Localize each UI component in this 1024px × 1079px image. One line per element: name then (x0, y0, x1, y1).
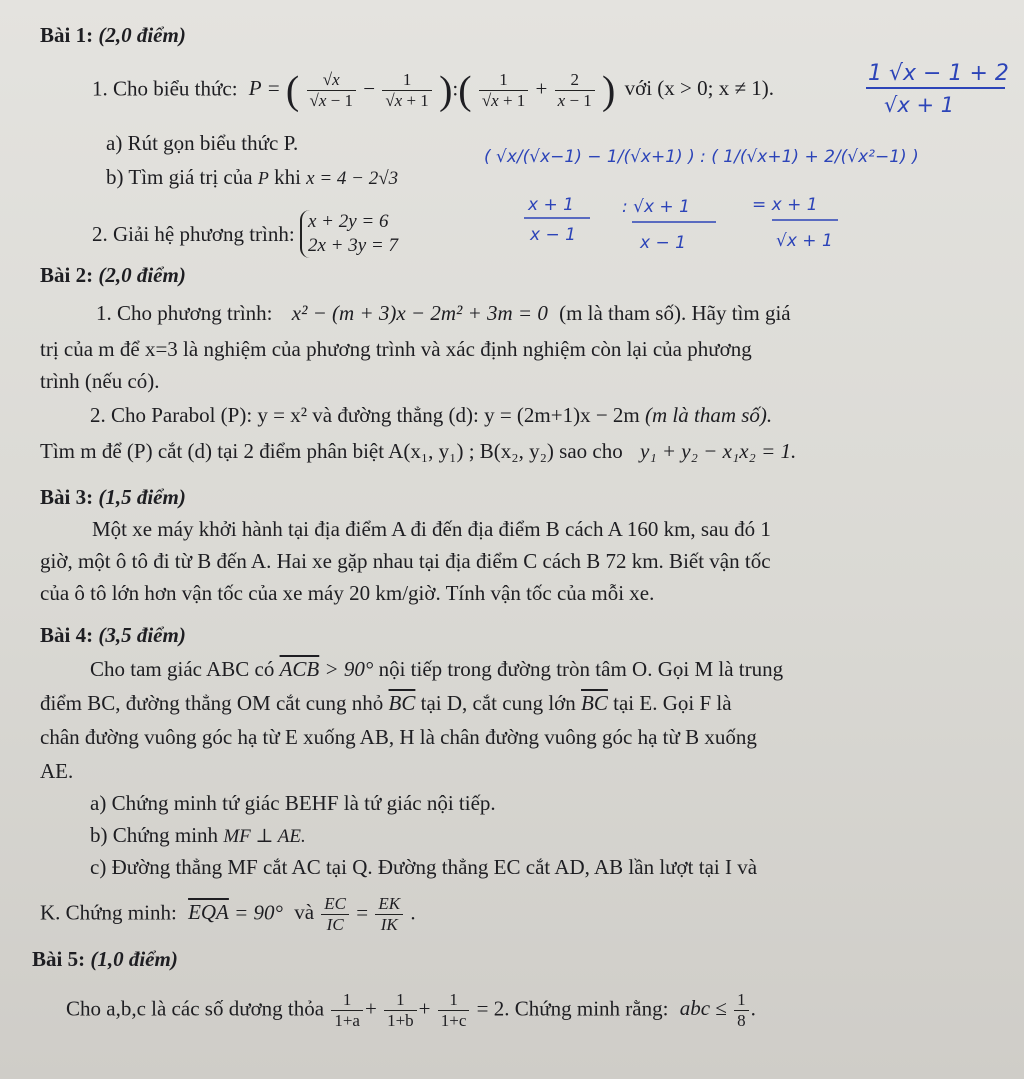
bai5-line: Cho a,b,c là các số dương thỏa $\frac{1}{1+a}$ + $\frac{1}{1+b}$ + $\frac{1}{1+c}$ = 2. Chứng minh rằng: abc ≤ $\frac{1}{8}$ . (66, 990, 756, 1030)
bai4-line2b: tại D, cắt cung lớn (420, 691, 576, 715)
frac-1-over-sqrtx-plus-1-b: $\frac{1}{√x + 1}$ (479, 70, 528, 111)
hw-note-8: = x + 1 (752, 195, 818, 215)
bai5-prove: . Chứng minh rằng: (504, 996, 669, 1021)
angle-eqa-value: = 90° (234, 900, 283, 925)
frac-ec: EC (321, 894, 349, 915)
frac-1c-den: 1+c (440, 1011, 467, 1030)
paren-right: ) (439, 67, 453, 113)
bai4-line3: chân đường vuông góc hạ từ E xuống AB, H là chân đường vuông góc hạ từ B xuống (40, 725, 757, 749)
bai2-q1-rest: (m là tham số). Hãy tìm giá (559, 301, 791, 325)
frac-ic: IC (326, 915, 344, 934)
hw-note-9: √x + 1 (776, 231, 833, 251)
bai3-points: (1,5 điểm) (98, 485, 186, 509)
system-eq2: 2x + 3y = 7 (307, 235, 398, 256)
p-expression: P = (248, 76, 281, 101)
bai4-part-c-line2: K. Chứng minh: $\overline{EQA} = 90^\circ$ và $\frac{EC}{IC}$ = $\frac{EK}{IK}$ . (40, 894, 416, 934)
arc-bc-large: $\overline{BC}$ (581, 691, 608, 715)
bai5-eq2: = 2 (476, 996, 505, 1021)
frac-1a-den: 1+a (334, 1011, 360, 1030)
frac-8-den: 8 (737, 1011, 746, 1030)
bai1-q1a: a) Rút gọn biểu thức P. (106, 131, 299, 155)
hw-note-2: √x + 1 (884, 93, 955, 117)
bai1-q1b-khi: khi (274, 165, 301, 189)
bai1-points: (2,0 điểm) (98, 23, 186, 47)
frac-1b-den: 1+b (387, 1011, 414, 1030)
bai2-q1-line2: trị của m để x=3 là nghiệm của phương trình và xác định nghiệm còn lại của phương (40, 337, 752, 361)
bai2-points: (2,0 điểm) (98, 263, 186, 287)
bai3-line3: của ô tô lớn hơn vận tốc của xe máy 20 km/giờ. Tính vận tốc của mỗi xe. (40, 581, 655, 605)
bai4-part-b-text: b) Chứng minh (90, 823, 219, 847)
frac-1a-num: 1 (331, 990, 363, 1011)
bai1-q1: 1. Cho biểu thức: P = ( $\frac{√x}{√x - 1}$ − $\frac{1}{√x + 1}$ ):( $\frac{1}{√x + 1}$ + $\frac{2}{x - 1}$ ) với (x > 0; x ≠ 1). (92, 67, 774, 113)
paren-left-2: ( (458, 67, 472, 113)
bai4-points: (3,5 điểm) (98, 623, 186, 647)
bai5-points: (1,0 điểm) (90, 947, 178, 971)
hw-note-1: 1 √x − 1 + 2 (868, 61, 1009, 86)
bai4-line1a: Cho tam giác ABC có (90, 657, 275, 681)
frac-8-num: 1 (734, 990, 749, 1011)
frac-ek: EK (375, 894, 403, 915)
bai1-q1b-value: x = 4 − 2√3 (306, 168, 399, 189)
bai4-part-a: a) Chứng minh tứ giác BEHF là tứ giác nội tiếp. (90, 791, 496, 815)
bai4-line2a: điểm BC, đường thẳng OM cắt cung nhỏ (40, 691, 384, 715)
bai1-q2-intro: 2. Giải hệ phương trình: (92, 222, 295, 246)
frac-2-over-x-minus-1: $\frac{2}{x - 1}$ (555, 70, 595, 111)
bai2-title: Bài 2: (40, 263, 94, 287)
bai4-part-c-line1: c) Đường thẳng MF cắt AC tại Q. Đường thẳng EC cắt AD, AB lần lượt tại I và (90, 855, 758, 879)
paren-left: ( (285, 67, 300, 113)
angle-acb-gt: > 90° (324, 657, 374, 681)
bai2-condition-eq: y₁ + y₂ − x₁x₂ = 1. (640, 439, 797, 463)
system-eq1: x + 2y = 6 (307, 211, 389, 232)
bai5-title: Bài 5: (32, 947, 86, 971)
bai2-condition-text: Tìm m để (P) cắt (d) tại 2 điểm phân biệt A(x₁, y₁) ; B(x₂, y₂) sao cho (40, 439, 623, 463)
bai4-line1b: nội tiếp trong đường tròn tâm O. Gọi M là trung (378, 657, 784, 681)
bai4-part-b-expr: MF ⊥ AE. (223, 826, 306, 847)
bai1-condition: với (x > 0; x ≠ 1). (624, 76, 774, 101)
bai2-q1-line3: trình (nếu có). (40, 369, 160, 393)
bai2-q1-intro: 1. Cho phương trình: (96, 301, 273, 325)
angle-eqa: $\overline{EQA}$ (188, 900, 229, 925)
frac-1c-num: 1 (438, 990, 470, 1011)
hw-note-6: : √x + 1 (622, 197, 690, 217)
paren-right-2: ) (602, 67, 616, 113)
bai4-va: và (294, 900, 315, 925)
bai4-title: Bài 4: (40, 623, 94, 647)
hw-note-4: x + 1 (528, 195, 574, 215)
arc-bc-small: $\overline{BC}$ (388, 691, 416, 715)
bai2-parabol: 2. Cho Parabol (P): y = x² và đường thẳng (d): y = (2m+1)x − 2m (90, 403, 640, 427)
bai4-line4: AE. (40, 759, 74, 783)
frac-1-over-sqrtx-plus-1: $\frac{1}{√x + 1}$ (382, 70, 431, 111)
frac-sqrtx-over-sqrtx-minus-1: $\frac{√x}{√x - 1}$ (307, 70, 356, 111)
bai3-title: Bài 3: (40, 485, 94, 509)
hw-note-5: x − 1 (530, 225, 576, 245)
bai3-line1: Một xe máy khởi hành tại địa điểm A đi đến địa điểm B cách A 160 km, sau đó 1 (92, 517, 771, 541)
bai2-tham-so: (m là tham số). (645, 403, 773, 427)
bai1-title: Bài 1: (40, 23, 94, 47)
bai4-line2c: tại E. Gọi F là (613, 691, 732, 715)
bai5-conclusion: abc ≤ (679, 996, 727, 1021)
frac-1b-num: 1 (384, 990, 417, 1011)
bai2-equation: x² − (m + 3)x − 2m² + 3m = 0 (291, 301, 548, 325)
bai4-c-intro: K. Chứng minh: (40, 900, 177, 925)
angle-acb: $\overline{ACB}$ (279, 657, 320, 681)
bai1-q1b-text: b) Tìm giá trị của (106, 165, 253, 189)
bai3-line2: giờ, một ô tô đi từ B đến A. Hai xe gặp nhau tại địa điểm C cách B 72 km. Biết vận tốc (40, 549, 771, 573)
bai5-intro: Cho a,b,c là các số dương thỏa (66, 996, 325, 1021)
bai1-q1b-var: P (257, 168, 269, 188)
bai1-q1-intro: 1. Cho biểu thức: (92, 76, 238, 101)
hw-note-7: x − 1 (640, 233, 686, 253)
hw-note-3: ( √x/(√x−1) − 1/(√x+1) ) : ( 1/(√x+1) + 2/(√x²−1) ) (484, 147, 919, 167)
frac-ik: IK (380, 915, 398, 934)
